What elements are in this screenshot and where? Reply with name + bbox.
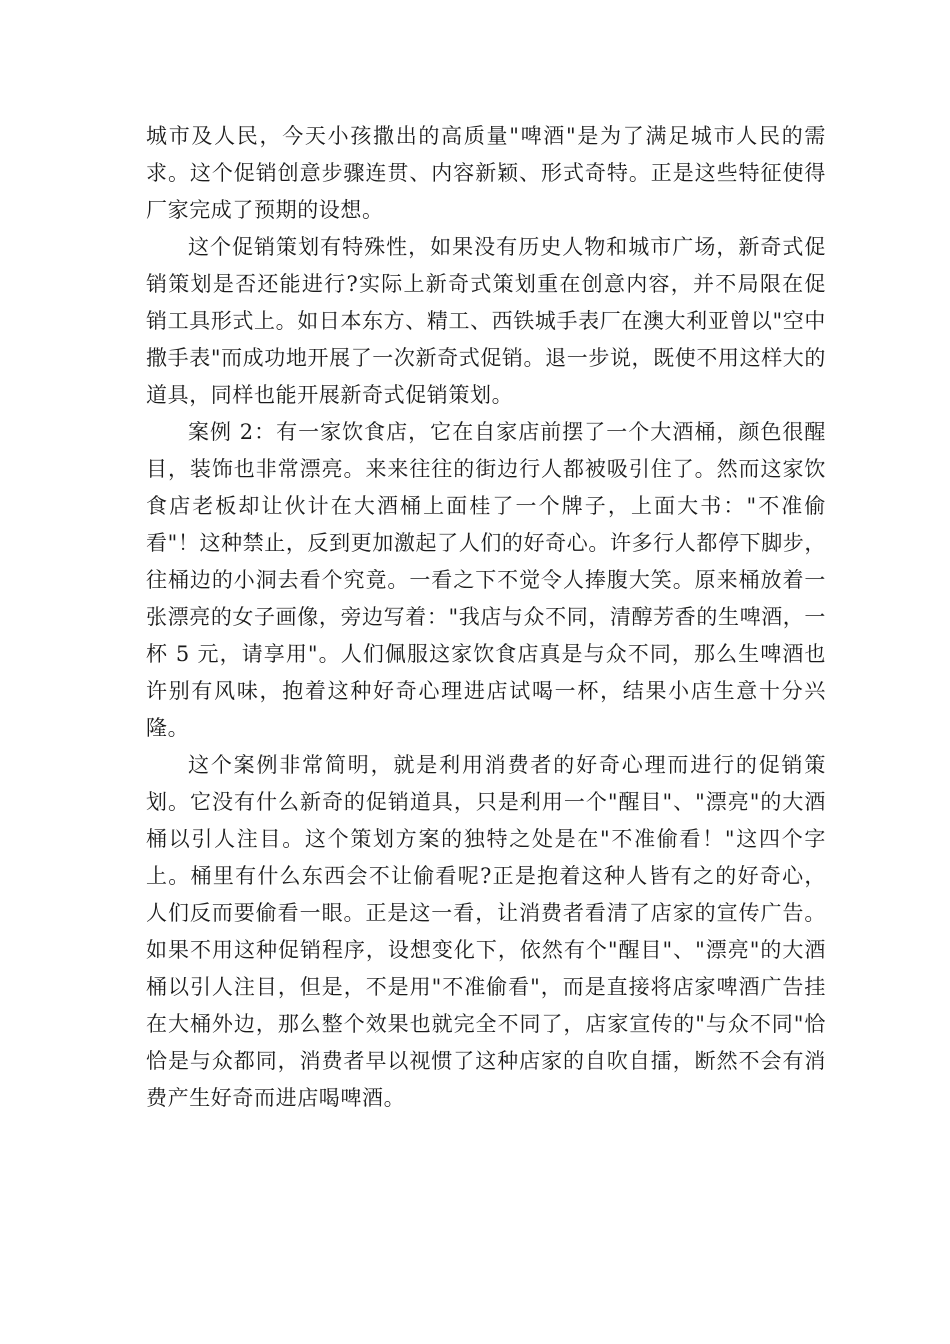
document-body: [146, 118, 826, 1117]
paragraph-commentary-2: 这个案例非常简明，就是利用消费者的好奇心理而进行的促销策划。它没有什么新奇的促销道具，只是利用一个"醒目"、"漂亮"的大酒桶以引人注目。这个策划方案的独特之处是在"不准偷看！"这四个字上。桶里有什么东西会不让偷看呢?正是抱着这种人皆有之的好奇心，人们反而要偷看一眼。正是这一看，让消费者看清了店家的宣传广告。如果不用这种促销程序，设想变化下，依然有个"醒目"、"漂亮"的大酒桶以引人注目，但是，不是用"不准偷看"，而是直接将店家啤酒广告挂在大桶外边，那么整个效果也就完全不同了，店家宣传的"与众不同"恰恰是与众都同，消费者早以视惯了这种店家的自吹自擂，断然不会有消费产生好奇而进店喝啤酒。: [146, 753, 826, 1110]
paragraph-continued: 城市及人民，今天小孩撒出的高质量"啤酒"是为了满足城市人民的需求。这个促销创意步骤连贯、内容新颖、形式奇特。正是这些特征使得厂家完成了预期的设想。: [146, 124, 826, 222]
paragraph-case-2: 案例 2：有一家饮食店，它在自家店前摆了一个大酒桶，颜色很醒目，装饰也非常漂亮。来来往往的街边行人都被吸引住了。然而这家饮食店老板却让伙计在大酒桶上面桂了一个牌子，上面大书："不准偷看"！这种禁止，反到更加激起了人们的好奇心。许多行人都停下脚步，往桶边的小洞去看个究竟。一看之下不觉令人捧腹大笑。原来桶放着一张漂亮的女子画像，旁边写着："我店与众不同，清醇芳香的生啤酒，一杯 5 元，请享用"。人们佩服这家饮食店真是与众不同，那么生啤酒也许别有风味，抱着这种好奇心理进店试喝一杯，结果小店生意十分兴隆。: [146, 420, 826, 740]
paragraph-commentary-1: 这个促销策划有特殊性，如果没有历史人物和城市广场，新奇式促销策划是否还能进行?实际上新奇式策划重在创意内容，并不局限在促销工具形式上。如日本东方、精工、西铁城手表厂在澳大利亚曾以"空中撒手表"而成功地开展了一次新奇式促销。退一步说，既使不用这样大的道具，同样也能开展新奇式促销策划。: [146, 235, 826, 407]
